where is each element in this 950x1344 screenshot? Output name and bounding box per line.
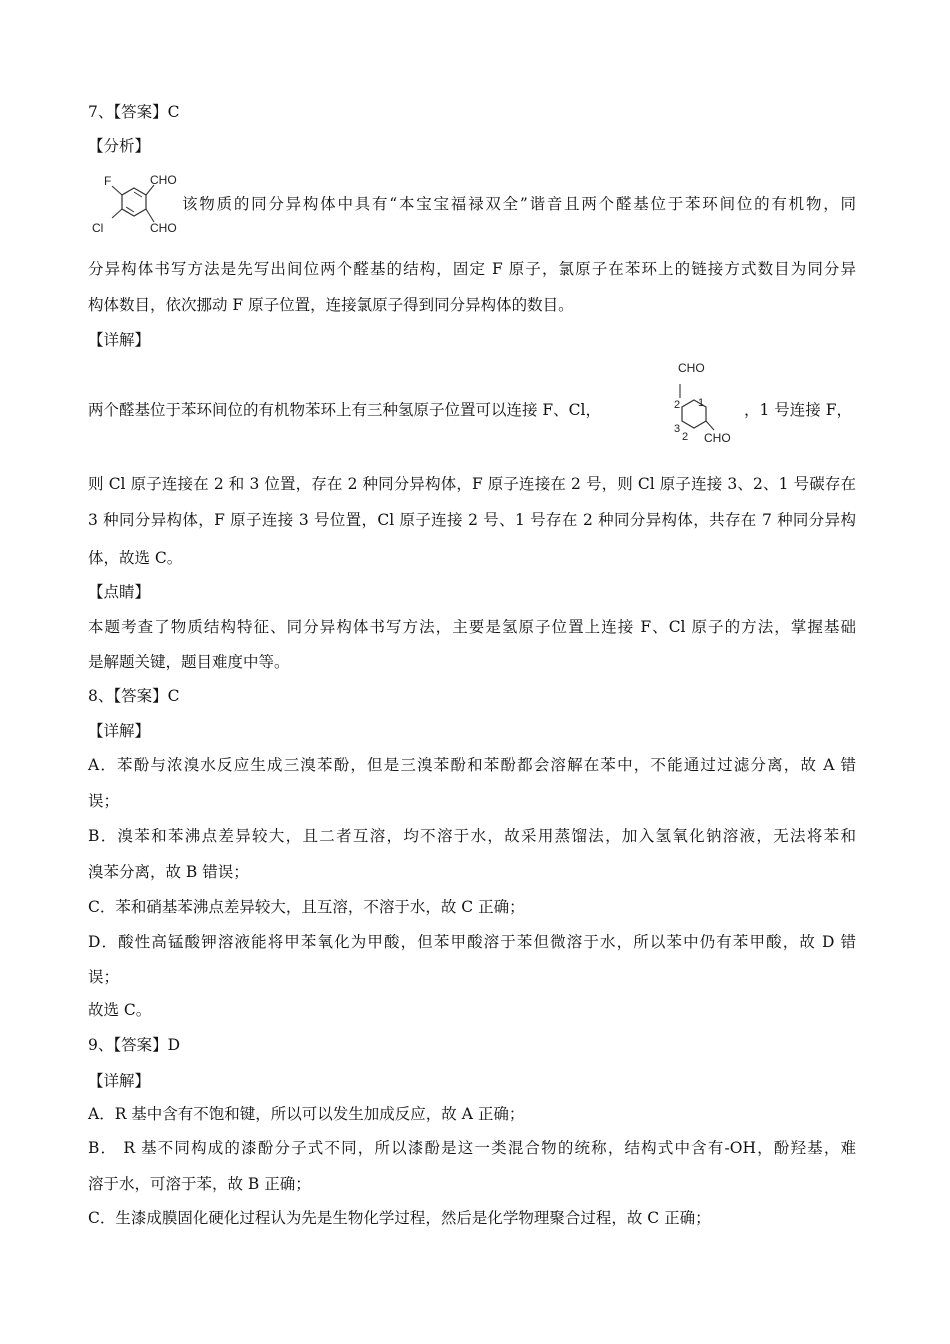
q9-heading: 9、【答案】D [88,1036,181,1054]
q8-option-d-line2: 误； [88,968,120,986]
molecule-structure-1 [86,168,182,240]
position-2-lower-label: 2 [682,431,689,443]
cho-top-label: CHO [150,173,177,187]
position-3-label: 3 [674,423,681,435]
cho-top-label: CHO [678,361,705,375]
q7-analysis-line2: 分异构体书写方法是先写出间位两个醛基的结构，固定 F 原子，氯原子在苯环上的链接方式数目为同分异 [88,260,856,278]
q8-option-a-line1: A．苯酚与浓溴水反应生成三溴苯酚，但是三溴苯酚和苯酚都会溶解在苯中，不能通过过滤分离，故 A 错 [88,756,856,774]
q7-analysis-line1: 该物质的同分异构体中具有“本宝宝福禄双全”谐音且两个醛基位于苯环间位的有机物，同 [182,195,856,213]
chlorine-label: Cl [92,221,104,235]
q8-option-c-line1: C．苯和硝基苯沸点差异较大，且互溶，不溶于水，故 C 正确； [88,898,525,916]
q9-option-a-line1: A．R 基中含有不饱和键，所以可以发生加成反应，故 A 正确； [88,1105,525,1123]
q7-detail-line1a: 两个醛基位于苯环间位的有机物苯环上有三种氢原子位置可以连接 F、Cl， [88,401,602,419]
q7-comment-line1: 本题考查了物质结构特征、同分异构体书写方法，主要是氢原子位置上连接 F、Cl 原子的方法，掌握基础 [88,618,856,636]
q8-conclusion: 故选 C。 [88,1001,152,1019]
q8-option-d-line1: D．酸性高锰酸钾溶液能将甲苯氧化为甲酸，但苯甲酸溶于苯但微溶于水，所以苯中仍有苯甲酸，故 D 错 [88,933,856,951]
q7-detail-tag: 【详解】 [88,331,151,349]
q7-analysis-tag: 【分析】 [88,137,151,155]
cho-bottom-label: CHO [150,221,177,235]
q7-detail-line4: 体，故选 C。 [88,549,183,567]
q7-analysis-line3: 构体数目，依次挪动 F 原子位置，连接氯原子得到同分异构体的数目。 [88,296,574,314]
q8-option-b-line2: 溴苯分离，故 B 错误； [88,863,249,881]
q7-comment-tag: 【点睛】 [88,583,151,601]
q9-option-b-line2: 溶于水，可溶于苯，故 B 正确； [88,1175,311,1193]
fluorine-label: F [104,174,112,188]
position-1-label: 1 [698,397,705,409]
molecule-structure-2 [672,356,744,452]
cho-bottom-label: CHO [704,431,731,445]
q7-detail-line1b: ，1 号连接 F， [744,401,852,419]
q8-option-a-line2: 误； [88,792,120,810]
q9-detail-tag: 【详解】 [88,1072,151,1090]
q8-detail-tag: 【详解】 [88,722,151,740]
q7-detail-line3: 3 种同分异构体，F 原子连接 3 号位置，Cl 原子连接 2 号、1 号存在 2 种同分异构体，共存在 7 种同分异构 [88,511,856,529]
position-2-upper-label: 2 [674,399,681,411]
q8-option-b-line1: B．溴苯和苯沸点差异较大，且二者互溶，均不溶于水，故采用蒸馏法，加入氢氧化钠溶液，无法将苯和 [88,827,856,845]
q7-comment-line2: 是解题关键，题目难度中等。 [88,653,290,671]
q9-option-b-line1: B． R 基不同构成的漆酚分子式不同，所以漆酚是这一类混合物的统称，结构式中含有-OH，酚羟基，难 [88,1139,856,1157]
q7-heading: 7、【答案】C [88,103,180,121]
q9-option-c-line1: C．生漆成膜固化硬化过程认为先是生物化学过程，然后是化学物理聚合过程，故 C 正确； [88,1209,711,1227]
q7-detail-line2: 则 Cl 原子连接在 2 和 3 位置，存在 2 种同分异构体，F 原子连接在 2 号，则 Cl 原子连接 3、2、1 号碳存在 [88,475,856,493]
q8-heading: 8、【答案】C [88,687,180,705]
